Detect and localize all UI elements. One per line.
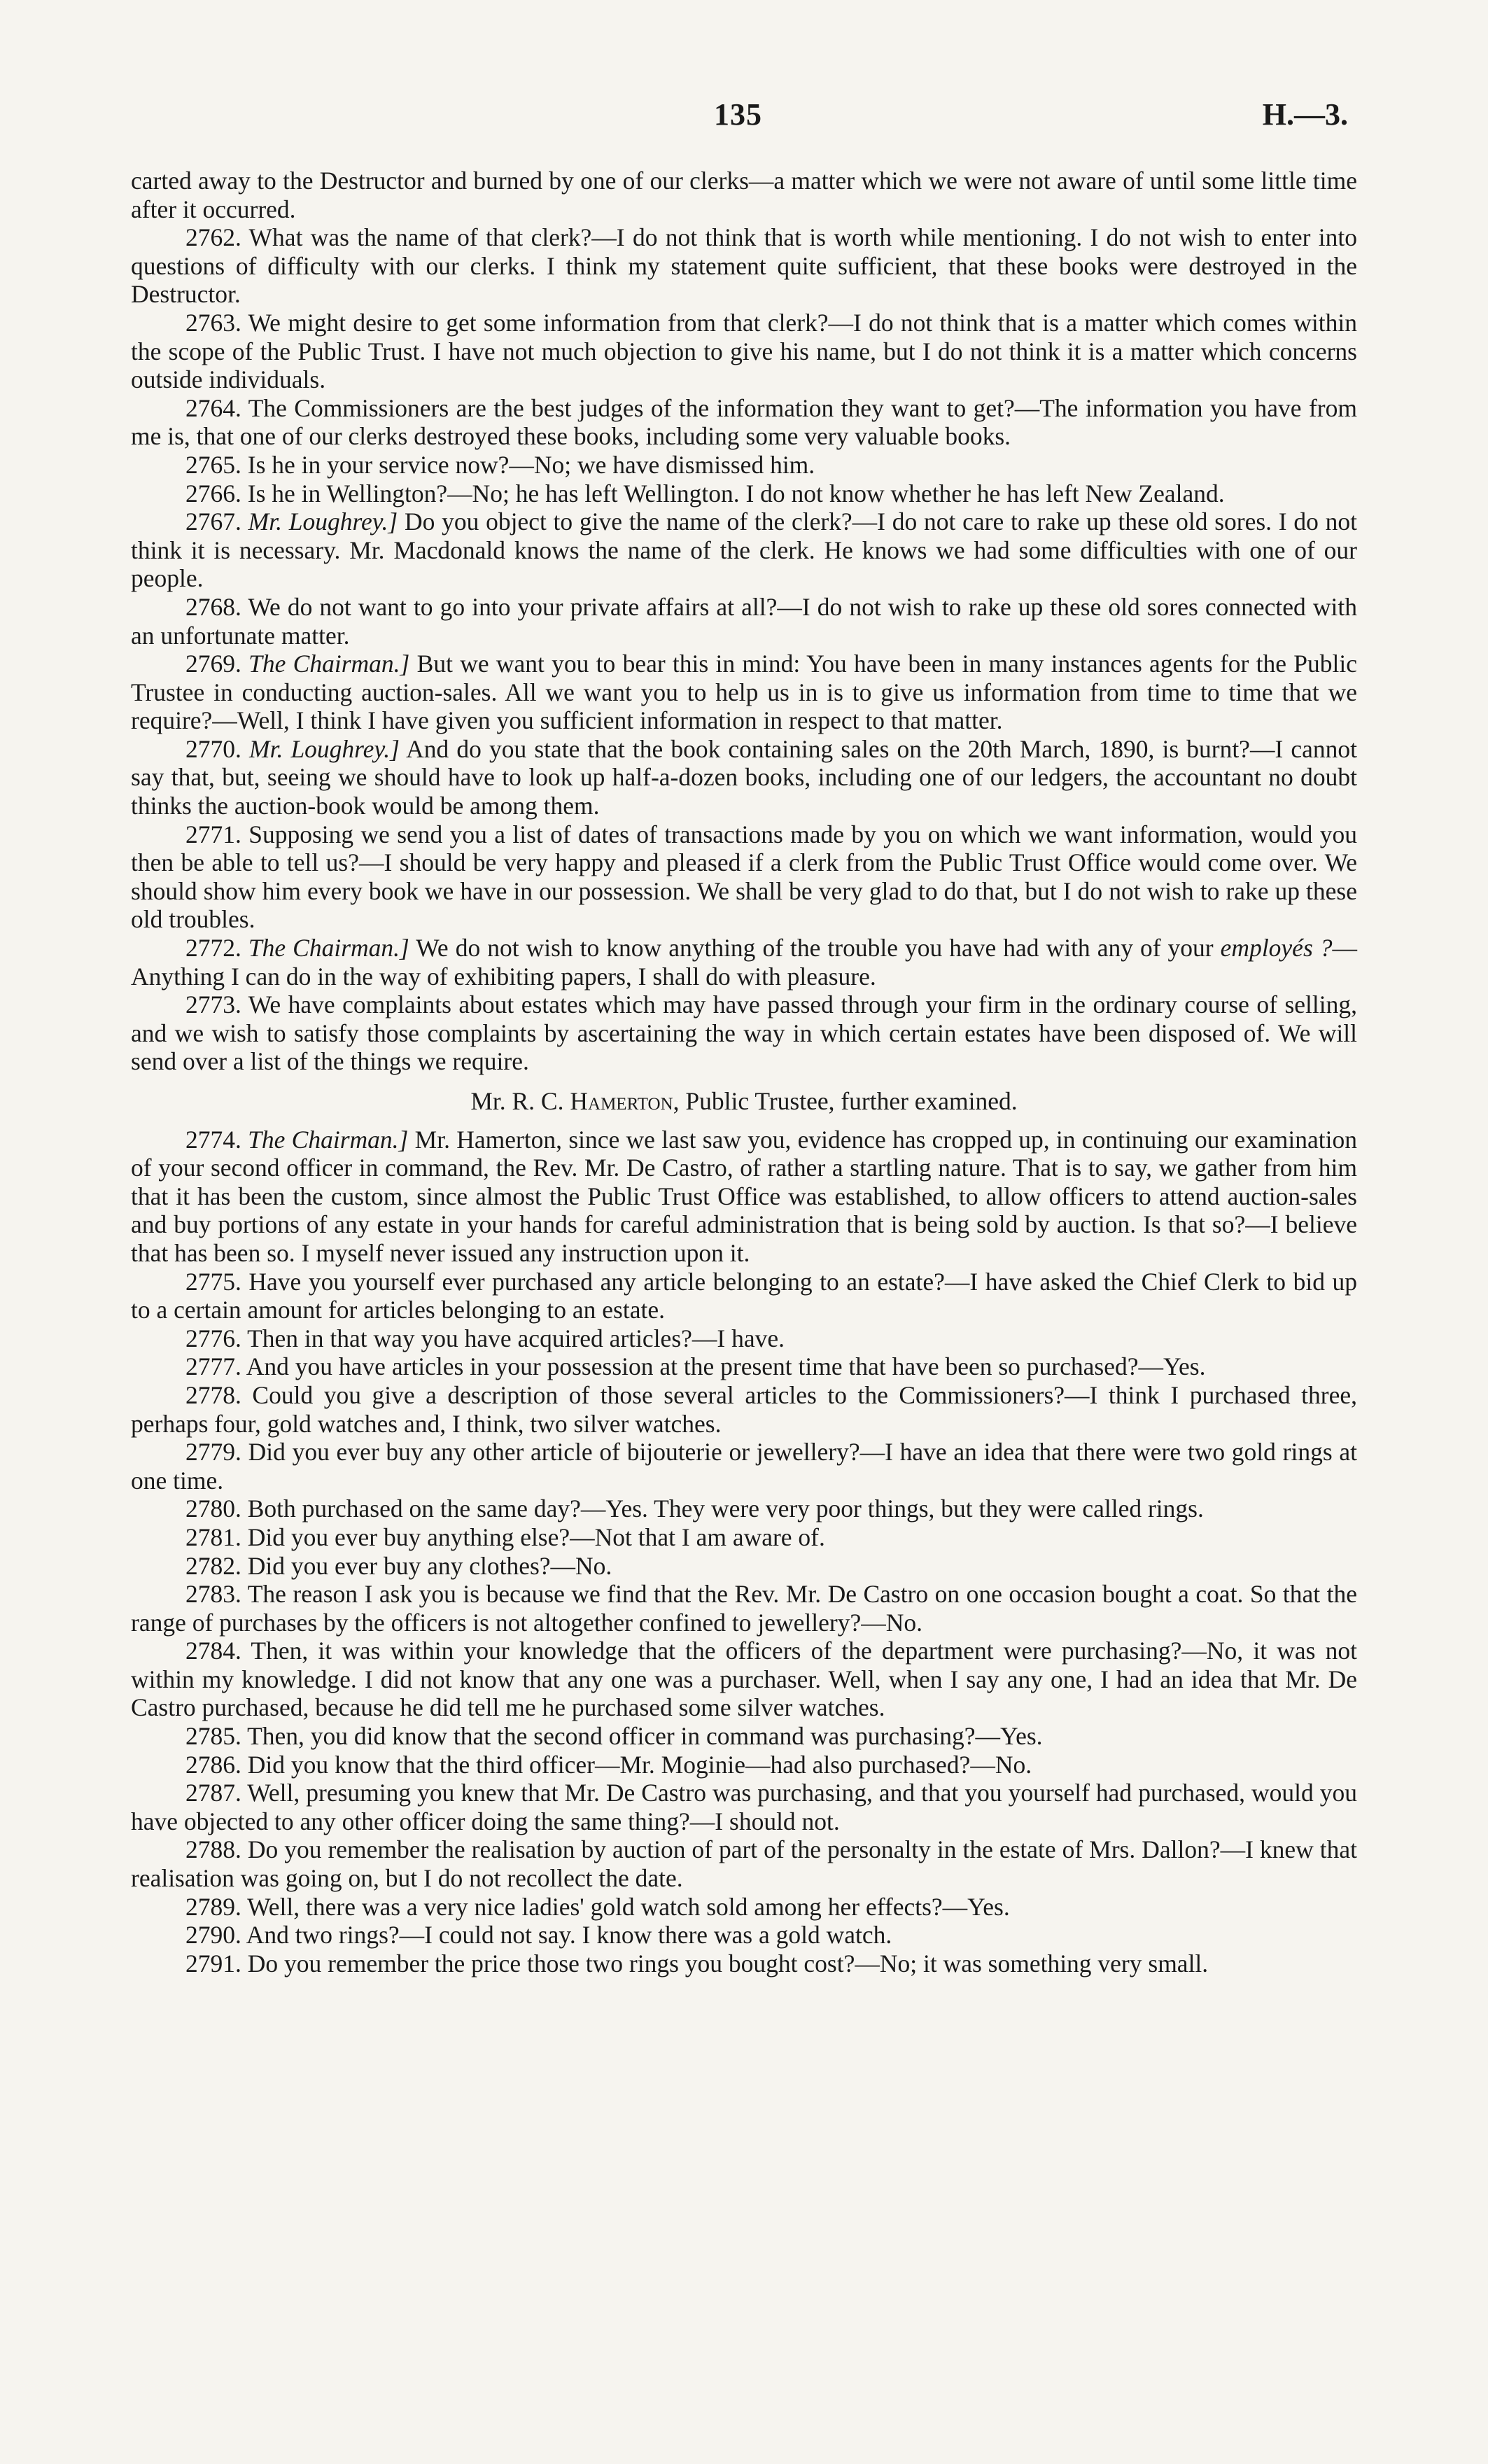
question-2770 xyxy=(131,735,1357,820)
speaker: The Chairman.] xyxy=(248,934,409,962)
question-2784: 2784. Then, it was within your knowledge that the officers of the department were purchasing?—No, it was not within my knowledge. I did not know that any one was a purchaser. Well, when I say any one, I had an idea that Mr. De Castro purchased, because he did tell me he purchased some silver watches. xyxy=(131,1637,1357,1722)
question-2779: 2779. Did you ever buy any other article of bijouterie or jewellery?—I have an idea that there were two gold rings at one time. xyxy=(131,1438,1357,1494)
question-2769 xyxy=(131,650,1357,735)
paragraph-continued: carted away to the Destructor and burned by one of our clerks—a matter which we were not aware of until some little time after it occurred. xyxy=(131,167,1357,223)
question-text: We do not wish to know anything of the trouble you have had with any of your xyxy=(416,934,1214,962)
page-header xyxy=(0,97,1488,139)
question-2785: 2785. Then, you did know that the second officer in command was purchasing?—Yes. xyxy=(185,1722,1043,1751)
section-heading xyxy=(131,1087,1357,1116)
question-2763: 2763. We might desire to get some information from that clerk?—I do not think that is a matter which comes within the scope of the Public Trust. I have not much objection to give his name, but I do not think it is a matter which concerns outside individuals. xyxy=(131,308,1357,394)
question-2774 xyxy=(131,1126,1357,1268)
question-2775: 2775. Have you yourself ever purchased any article belonging to an estate?—I have asked the Chief Clerk to bid up to a certain amount for articles belonging to an estate. xyxy=(131,1267,1357,1324)
question-number: 2774. xyxy=(185,1125,241,1154)
question-text: Mr. Hamerton, since we last saw you, evidence has cropped up, in continuing our examination of your second officer in command, the Rev. Mr. De Castro, of rather a startling nature. That is to say, we gather from him that it has been the custom, since almost the Public Trust Office was established, to allow officers to attend auction-sales and buy portions of any estate in your hands for careful administration that is being sold by auction. Is that so?—I believe that has been so. I myself never issued any instruction upon it. xyxy=(131,1125,1358,1267)
heading-prefix: Mr. R. C. xyxy=(470,1087,564,1115)
answer-text: —Anything I can do in the way of exhibiting papers, I shall do with pleasure. xyxy=(131,934,1358,990)
question-2778: 2778. Could you give a description of those several articles to the Commissioners?—I think I purchased three, perhaps four, gold watches and, I think, two silver watches. xyxy=(131,1380,1357,1438)
question-number: 2770. xyxy=(185,734,241,763)
question-number: 2772. xyxy=(185,934,241,962)
question-2768: 2768. We do not want to go into your private affairs at all?—I do not wish to rake up these old sores connected with an unfortunate matter. xyxy=(131,592,1357,650)
question-number: 2767. xyxy=(185,507,241,536)
question-2780: 2780. Both purchased on the same day?—Yes. They were very poor things, but they were called rings. xyxy=(185,1494,1204,1523)
question-2762: 2762. What was the name of that clerk?—I do not think that is worth while mentioning. I do not wish to enter into questions of difficulty with our clerks. I think my statement quite sufficient, that these books were destroyed in the Destructor. xyxy=(131,223,1357,309)
question-2783: 2783. The reason I ask you is because we find that the Rev. Mr. De Castro on one occasion bought a coat. So that the range of purchases by the officers is not altogether confined to jewellery?—No. xyxy=(131,1580,1357,1637)
question-2766: 2766. Is he in Wellington?—No; he has left Wellington. I do not know whether he has left New Zealand. xyxy=(185,479,1225,507)
speaker: Mr. Loughrey.] xyxy=(249,734,400,763)
page-number: 135 xyxy=(714,97,762,132)
question-number: 2769. xyxy=(185,650,241,678)
question-2788: 2788. Do you remember the realisation by auction of part of the personalty in the estate of Mrs. Dallon?—I knew that realisation was going on, but I do not recollect the date. xyxy=(131,1835,1357,1893)
question-2772 xyxy=(131,934,1357,990)
question-2790: 2790. And two rings?—I could not say. I know there was a gold watch. xyxy=(185,1921,892,1949)
question-2787: 2787. Well, presuming you knew that Mr. De Castro was purchasing, and that you yourself had purchased, would you have objected to any other officer doing the same thing?—I should not. xyxy=(131,1779,1357,1835)
heading-name: Hamerton xyxy=(570,1087,673,1115)
question-2767 xyxy=(131,507,1357,593)
italic-word: employés ? xyxy=(1220,934,1333,962)
question-text: And do you state that the book containing sales on the 20th March, 1890, is burnt?—I cannot say that, but, seeing we should have to look up half-a-dozen books, including one of our ledgers, the accountant no doubt thinks the auction-book would be among them. xyxy=(131,734,1357,820)
question-text: Do you object to give the name of the clerk?—I do not care to rake up these old sores. I do not think it is necessary. Mr. Macdonald knows the name of the clerk. He knows we had some difficulties with one of our people. xyxy=(131,507,1357,593)
question-2782: 2782. Did you ever buy any clothes?—No. xyxy=(185,1551,612,1580)
question-2771: 2771. Supposing we send you a list of dates of transactions made by you on which we want information, would you then be able to tell us?—I should be very happy and pleased if a clerk from the Public Trust Office would come over. We should show him every book we have in our possession. We shall be very glad to do that, but I do not wish to rake up these old troubles. xyxy=(131,820,1357,934)
speaker: Mr. Loughrey.] xyxy=(248,507,398,536)
document-reference: H.—3. xyxy=(1262,97,1348,132)
question-2764: 2764. The Commissioners are the best judges of the information they want to get?—The information you have from me is, that one of our clerks destroyed these books, including some very valuable books. xyxy=(131,393,1357,451)
speaker: The Chairman.] xyxy=(248,1125,409,1154)
question-2786: 2786. Did you know that the third officer—Mr. Moginie—had also purchased?—No. xyxy=(185,1750,1032,1779)
body-text xyxy=(131,167,1357,1977)
heading-suffix: , Public Trustee, further examined. xyxy=(673,1087,1018,1115)
question-2781: 2781. Did you ever buy anything else?—Not that I am aware of. xyxy=(185,1522,825,1551)
question-2791: 2791. Do you remember the price those two rings you bought cost?—No; it was something very small. xyxy=(185,1949,1209,1977)
question-2789: 2789. Well, there was a very nice ladies' gold watch sold among her effects?—Yes. xyxy=(185,1892,1010,1921)
question-2777: 2777. And you have articles in your possession at the present time that have been so purchased?—Yes. xyxy=(185,1352,1206,1381)
question-2773: 2773. We have complaints about estates which may have passed through your firm in the ordinary course of selling, and we wish to satisfy those complaints by ascertaining the way in which certain estates have been disposed of. We will send over a list of the things we require. xyxy=(131,990,1357,1076)
question-2776: 2776. Then in that way you have acquired articles?—I have. xyxy=(185,1324,785,1352)
question-2765: 2765. Is he in your service now?—No; we have dismissed him. xyxy=(185,450,815,479)
speaker: The Chairman.] xyxy=(248,650,410,678)
question-text: But we want you to bear this in mind: You have been in many instances agents for the Public Trustee in conducting auction-sales. All we want you to help us in is to give us information from time to time that we require?—Well, I think I have given you sufficient information in respect to that matter. xyxy=(131,650,1358,735)
